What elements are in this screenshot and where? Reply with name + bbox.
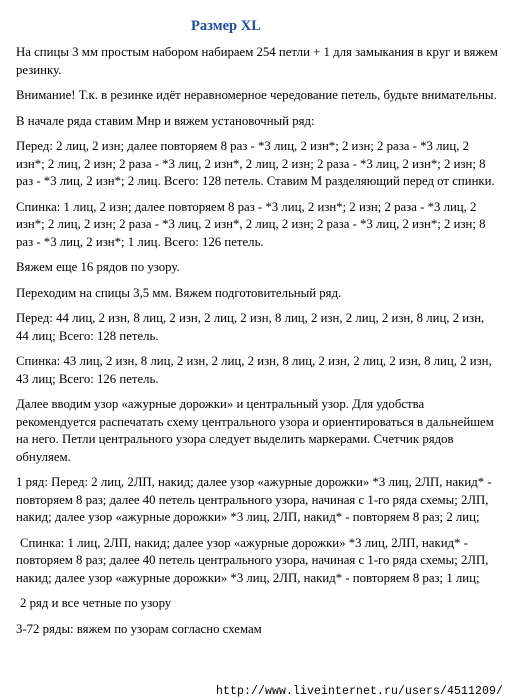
- paragraph-row-1-back: Спинка: 1 лиц, 2ЛП, накид; далее узор «ажурные дорожки» *3 лиц, 2ЛП, накид* - повторяем 8 раз; далее 40 петель центрального узора, начиная с 1-го ряда схемы; 2ЛП, накид; далее узор «ажурные дорожки» *3 лиц, 2ЛП, накид* - повторяем 8 раз; 1 лиц;: [16, 535, 489, 585]
- paragraph-rows-3-72: 3-72 ряды: вяжем по узорам согласно схемам: [16, 621, 262, 636]
- document-body: [16, 44, 498, 646]
- paragraph-pattern-intro: Далее вводим узор «ажурные дорожки» и центральный узор. Для удобства рекомендуется распечатать схему центрального узора и ориентироваться в дальнейшем на него. Петли центрального узора следует выделить маркерами. Счетчик рядов обнуляем.: [16, 397, 494, 464]
- paragraph-row-1-front: 1 ряд: Перед: 2 лиц, 2ЛП, накид; далее узор «ажурные дорожки» *3 лиц, 2ЛП, накид* - повторяем 8 раз; далее 40 петель центрального узора, начиная с 1-го ряда схемы; 2ЛП, накид; далее узор «ажурные дорожки» *3 лиц, 2ЛП, накид* - повторяем 8 раз; 2 лиц;: [16, 475, 492, 524]
- paragraph-row-2: 2 ряд и все четные по узору: [20, 596, 172, 610]
- watermark-url: http://www.liveinternet.ru/users/4511209/: [215, 685, 503, 698]
- paragraph-cast-on: На спицы 3 мм простым набором набираем 254 петли + 1 для замыкания в круг и вяжем резинку.: [16, 45, 498, 77]
- paragraph-front-setup: Перед: 2 лиц, 2 изн; далее повторяем 8 раз - *3 лиц, 2 изн*; 2 изн; 2 раза - *3 лиц, 2 изн*; 2 лиц, 2 изн; 2 раза - *3 лиц, 2 изн*, 2 лиц, 2 изн; 2 раза - *3 лиц, 2 изн*; 2 изн; 8 раз - *3 лиц, 2 изн*; 2 лиц. Всего: 128 петель. Ставим М разделяющий перед от спинки.: [16, 139, 495, 188]
- paragraph-needles-change: Переходим на спицы 3,5 мм. Вяжем подготовительный ряд.: [16, 285, 342, 300]
- paragraph-attention: Внимание! Т.к. в резинке идёт неравномерное чередование петель, будьте внимательны.: [16, 88, 497, 102]
- paragraph-setup-row: В начале ряда ставим Мнр и вяжем установочный ряд:: [16, 113, 315, 128]
- paragraph-front-prep: Перед: 44 лиц, 2 изн, 8 лиц, 2 изн, 2 лиц, 2 изн, 8 лиц, 2 изн, 2 лиц, 2 изн, 8 лиц, 2 изн, 44 лиц; Всего: 128 петель.: [16, 311, 485, 343]
- paragraph-16-rows: Вяжем еще 16 рядов по узору.: [16, 260, 180, 274]
- paragraph-back-prep: Спинка: 43 лиц, 2 изн, 8 лиц, 2 изн, 2 лиц, 2 изн, 8 лиц, 2 изн, 2 лиц, 2 изн, 8 лиц, 2 изн, 43 лиц; Всего: 126 петель.: [16, 354, 492, 386]
- paragraph-back-setup: Спинка: 1 лиц, 2 изн; далее повторяем 8 раз - *3 лиц, 2 изн*; 2 изн; 2 раза - *3 лиц, 2 изн*; 2 лиц, 2 изн; 2 раза - *3 лиц, 2 изн*, 2 лиц, 2 изн; 2 раза - *3 лиц, 2 изн*; 2 изн; 8 раз - *3 лиц, 2 изн*; 1 лиц. Всего: 126 петель.: [16, 199, 486, 249]
- page-title: Размер XL: [191, 18, 261, 34]
